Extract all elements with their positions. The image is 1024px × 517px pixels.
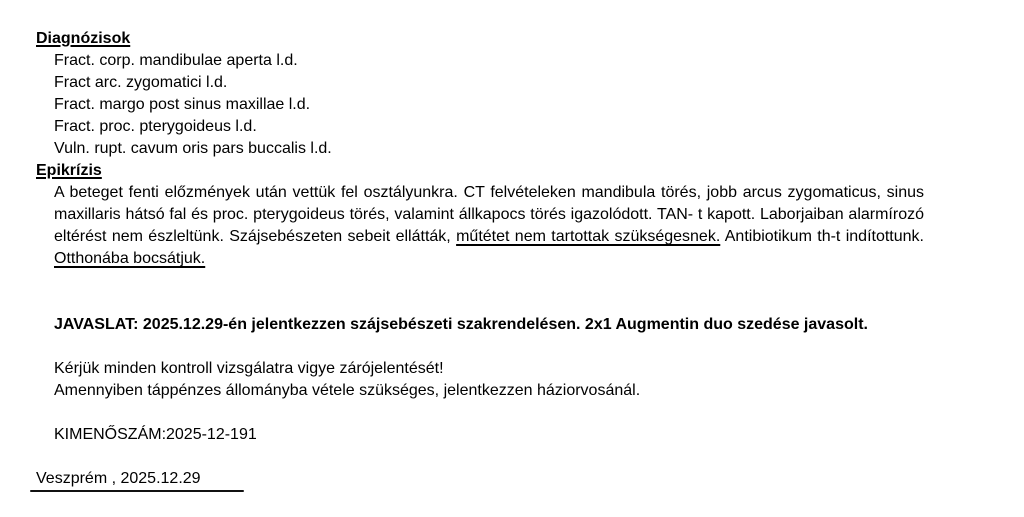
diagnosis-item: Fract. corp. mandibulae aperta l.d.	[54, 52, 298, 69]
place-date: Veszprém , 2025.12.29	[36, 470, 201, 487]
epicrisis-text: A beteget fenti előzmények után vettük fel osztályunkra. CT felvételeken mandibula törés, jobb arcus zygomaticus, sinus maxillaris hátsó fal és proc. pterygoideus törés, valamint állkapocs törés igazolódott. TAN- t kapott. Laborjaiban alarmírozó eltérést nem észleltünk. Szájsebészeten sebeit ellátták,	[54, 184, 924, 245]
notes-line: Amennyiben táppénzes állományba vétele szükséges, jelentkezzen háziorvosánál.	[54, 382, 641, 399]
discharge-document	[36, 28, 936, 446]
epicrisis-text: Antibiotikum th-t indítottunk.	[720, 228, 924, 245]
epicrisis-underlined-text: Otthonába bocsátjuk.	[54, 250, 206, 267]
recommendation-text: JAVASLAT: 2025.12.29-én jelentkezzen szájsebészeti szakrendelésen. 2x1 Augmentin duo szedése javasolt.	[54, 316, 868, 333]
epicrisis-underlined-text: műtétet nem tartottak szükségesnek.	[456, 228, 721, 245]
spacer	[36, 402, 936, 424]
epicrisis-paragraph	[36, 182, 924, 270]
spacer	[36, 336, 936, 358]
handwritten-underline	[30, 490, 244, 492]
notes-line: Kérjük minden kontroll vizsgálatra vigye zárójelentését!	[54, 360, 444, 377]
diagnosis-item: Fract arc. zygomatici l.d.	[54, 74, 228, 91]
epicrisis-heading: Epikrízis	[36, 162, 102, 179]
diagnoses-heading: Diagnózisok	[36, 30, 131, 47]
exit-number: KIMENŐSZÁM:2025-12-191	[54, 426, 257, 443]
diagnosis-item: Fract. proc. pterygoideus l.d.	[54, 118, 257, 135]
spacer	[36, 270, 936, 314]
diagnosis-item: Vuln. rupt. cavum oris pars buccalis l.d.	[54, 140, 332, 157]
diagnoses-list	[36, 50, 936, 160]
diagnosis-item: Fract. margo post sinus maxillae l.d.	[54, 96, 311, 113]
